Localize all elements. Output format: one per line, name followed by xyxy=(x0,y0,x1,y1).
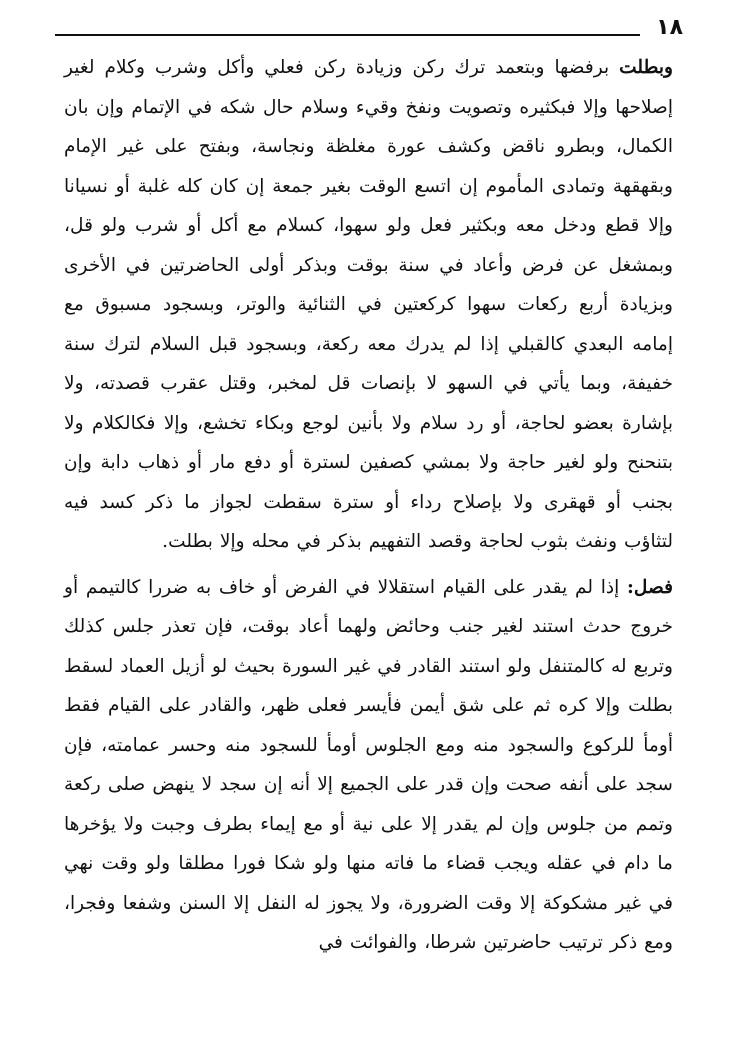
paragraph-text: إذا لم يقدر على القيام استقلالا في الفرض أو خاف به ضررا كالتيمم أو خروج حدث استند لغير جنب وحائض ولهما أعاد بوقت، فإن تعذر جلس كذلك وتربع له كالمتنفل ولو استند القادر في غير السورة بحيث لو أزيل العماد لسقط بطلت وإلا كره ثم على شق أيمن فأيسر فعلى ظهر، والقادر على القيام فقط أومأ للركوع والسجود منه ومع الجلوس أومأ للسجود منه وحسر عمامته، فإن سجد على أنفه صحت وإن قدر على الجميع إلا أنه إن سجد لا ينهض صلى ركعة وتمم من جلوس وإن لم يقدر إلا على نية أو مع إيماء بطرف وجبت ولا يؤخرها ما دام في عقله ويجب قضاء ما فاته منها ولو شكا فورا مطلقا ولو وقت نهي في غير مشكوكة إلا وقت الضرورة، ولا يجوز له النفل إلا السنن وشفعا وفجرا، ومع ذكر ترتيب حاضرتين شرطا، والفوائت في xyxy=(64,576,673,953)
paragraph-invalidators xyxy=(64,48,673,562)
paragraph-section-sick-prayer xyxy=(64,568,673,963)
header-rule xyxy=(55,34,640,36)
page-header xyxy=(55,14,683,40)
section-heading: فصل: xyxy=(627,576,673,598)
paragraph-lead-word: وبطلت xyxy=(619,57,673,78)
body-text xyxy=(64,48,673,963)
page-number: ١٨ xyxy=(656,15,683,40)
paragraph-text: برفضها وبتعمد ترك ركن وزيادة ركن فعلي وأكل وشرب وكلام لغير إصلاحها وإلا فبكثيره وتصويت ونفخ وقيء وسلام حال شكه في الإتمام وإن بان الكمال، وبطرو ناقض وكشف عورة مغلظة ونجاسة، وبفتح على غير الإمام وبقهقهة وتمادى المأموم إن اتسع الوقت بغير جمعة إن كان كله غلبة أو نسيانا وإلا قطع ودخل معه وبكثير فعل ولو سهوا، كسلام مع أكل أو شرب ولو قل، وبمشغل عن فرض وأعاد في سنة بوقت وبذكر أولى الحاضرتين في الأخرى وبزيادة أربع ركعات سهوا كركعتين في الثنائية والوتر، وبسجود مسبوق مع إمامه البعدي كالقبلي إذا لم يدرك معه ركعة، وبسجود قبل السلام لترك سنة خفيفة، وبما يأتي في السهو لا بإنصات قل لمخبر، وقتل عقرب قصدته، ولا بإشارة بعضو لحاجة، أو رد سلام ولا بأنين لوجع وبكاء تخشع، وإلا فكالكلام ولا بتنحنح ولو لغير حاجة ولا بمشي كصفين لسترة أو دفع مار أو ذهاب دابة وإن بجنب أو قهقرى ولا بإصلاح رداء أو سترة سقطت لجواز ما ذكر كسد فيه لتثاؤب ونفث بثوب لحاجة وقصد التفهيم بذكر في محله وإلا بطلت. xyxy=(64,57,673,552)
